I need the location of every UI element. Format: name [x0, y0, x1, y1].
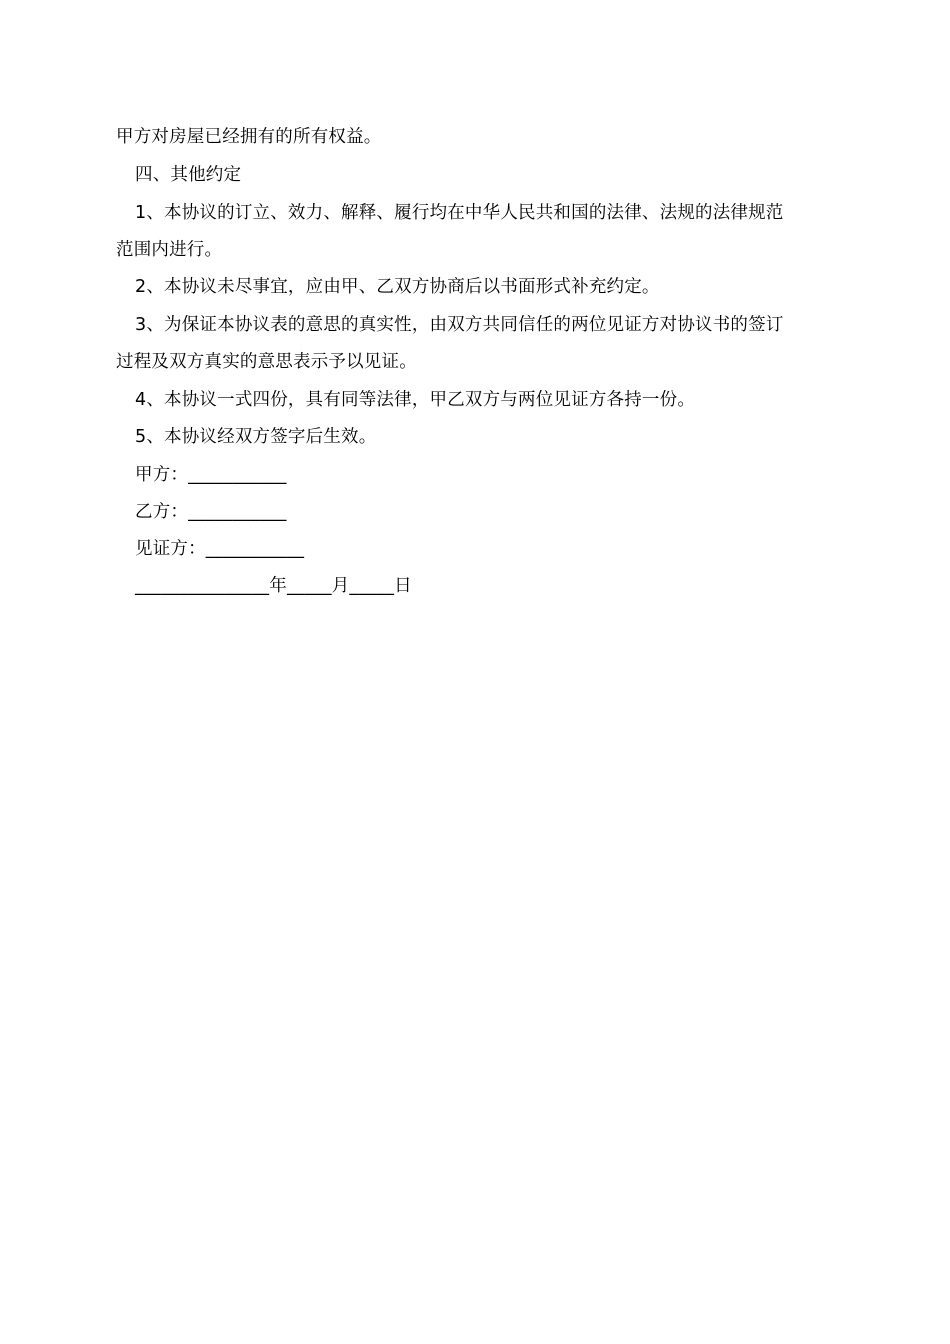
- clause-3-line-1: 3、为保证本协议表的意思的真实性，由双方共同信任的两位见证方对协议书的签订: [135, 315, 784, 335]
- clause-3-line-2: 过程及双方真实的意思表示予以见证。: [116, 352, 417, 372]
- clause-1-line-2: 范围内进行。: [116, 240, 223, 260]
- witness-signature-line: 见证方：___________: [135, 539, 305, 559]
- clause-5: 5、本协议经双方签字后生效。: [135, 427, 377, 447]
- clause-4: 4、本协议一式四份，具有同等法律，甲乙双方与两位见证方各持一份。: [135, 390, 696, 410]
- date-line: _______________年_____月_____日: [135, 576, 412, 596]
- party-b-signature-line: 乙方：___________: [135, 502, 287, 522]
- text-line-rights: 甲方对房屋已经拥有的所有权益。: [116, 127, 382, 147]
- section-heading-other-terms: 四、其他约定: [135, 165, 242, 185]
- clause-2: 2、本协议未尽事宜，应由甲、乙双方协商后以书面形式补充约定。: [135, 277, 660, 297]
- party-a-signature-line: 甲方：___________: [135, 465, 287, 485]
- clause-1-line-1: 1、本协议的订立、效力、解释、履行均在中华人民共和国的法律、法规的法律规范: [135, 203, 784, 223]
